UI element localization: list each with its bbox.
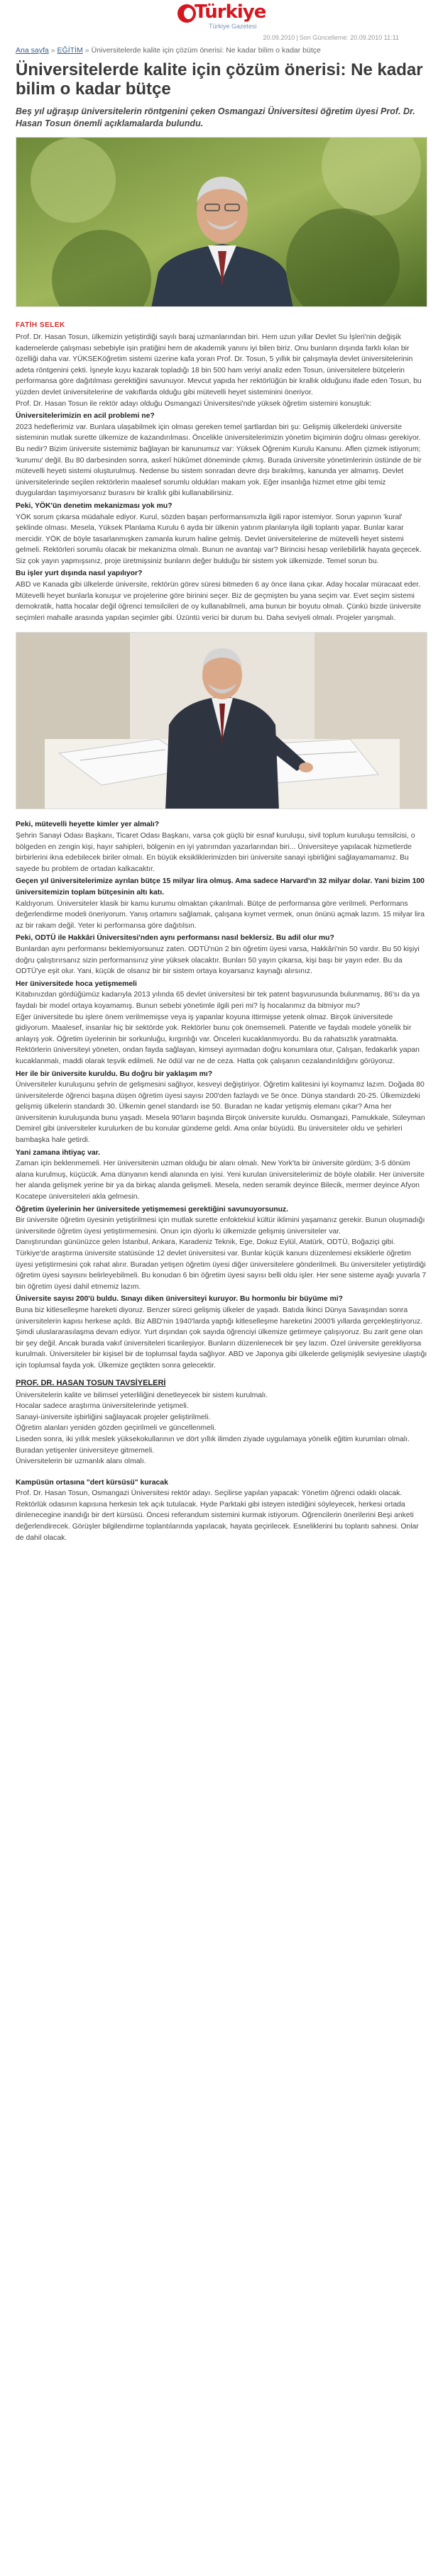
recommendation-item: Üniversitelerin bir uzmanlık alanı olmalı.	[16, 1458, 146, 1466]
breadcrumb-separator-icon: »	[50, 46, 55, 55]
breadcrumb-current: Üniversitelerde kalite için çözüm önerisi: Ne kadar bilim o kadar bütçe	[91, 46, 321, 55]
updated-label: Son Güncelleme:	[299, 34, 349, 41]
article-author: FATİH SELEK	[16, 321, 65, 329]
question-heading: Üniversitelerimizin en acil problemi ne?	[16, 412, 155, 421]
paragraph: Zaman için beklenmemeli. Her üniversitenin uzman olduğu bir alanı olmalı. New York'ta bir üniversite gördüm; 3-5 dönüm alana kurulmuş, küçücük. Ama dünyanın kendi alanında en iyisi. Yeni kurulan üniversitelerimiz de böyle olabilir. Her üniversite her alanda gelişmek yerine bir ya da birkaç alanda gelişmeli. Mesela, neden seramik deyince Bilecik, mermer deyince Afyon Kocatepe üniversiteleri akla gelmesin.	[16, 1160, 425, 1201]
question-heading: Geçen yıl üniversitelerimize ayrılan bütçe 15 milyar lira olmuş. Ama sadece Harvard'ın 32 milyar dolar. Yani bizim 100 üniversitemizin toplam bütçesinin altı katı.	[16, 877, 425, 896]
paragraph: Kaldıyorum. Üniversiteler klasik bir kamu kurumu olmaktan çıkarılmalı. Bütçe de performansa göre verilmeli. Performans değerlendirme modeli öneriyorum. Yanış ortamını sağlamak, çalışana kıymet vermek, onun önünü açmak lazım. 15 milyar lira az bir rakam değil. Yeter ki performansa göre dağıtılsın.	[16, 899, 425, 930]
recommendation-item: Öğretim alanları yeniden gözden geçirilmeli ve güncellenmeli.	[16, 1424, 217, 1433]
subheading: Yani zamana ihtiyaç var.	[16, 1148, 100, 1157]
main-photo	[16, 137, 427, 307]
question-heading: Üniversite sayısı 200'ü buldu. Sınayı diken üniversiteyi kuruyor. Bu hormonlu bir büyüme mi?	[16, 1295, 343, 1304]
question-heading: Peki, ODTÜ ile Hakkâri Üniversitesi'nden aynı performansı nasıl beklersiz. Bu adil olur mu?	[16, 934, 334, 943]
paragraph: Eğer üniversitede bu işlere önem verilmemişse veya iş yapanlar koyuna ittirmişse yetenk olmaz. Birçok üniversitede gidiyorum. Maalesef, insanlar hiç bir sektörde yok. Rektörler bunu çok önemsemeli. Patentle ve faydalı modele yönelik bir anlayış yok. Öğretim üyelerinin bir sorkunluğu, kırgınlığı var. Önceleri kucaklanmıyordu. Bu da rahatsızlık yaratmakta. Rektörlerin üniversiteyi yöneten, ondan fayda sağlayan, kimseyi ayırmadan doğru konumlara otur, Çalışan, fedakarlık yapan kucaklanmalı, maddi olarak teşvik edilmeli. Ne ödül var ne de ceza. Hatta çok çalışanın cezalandırıldığını görüyoruz.	[16, 1013, 420, 1065]
paragraph: Bir üniversite öğretim üyesinin yetiştirilmesi için mutlak surette enfoktekiul kültür iklimini yaşamanız gerekir. Bunun oluşmadığı üniversitede öğretim üyesi yetiştirmemesini. Onun için dýorlu ki ülkemizde gelişmiş üniversiteler var.	[16, 1216, 425, 1236]
recommendations-title: PROF. DR. HASAN TOSUN TAVSİYELERİ	[16, 1378, 166, 1387]
portrait-illustration	[16, 138, 427, 307]
article-body-continued	[16, 819, 427, 1371]
paragraph: Bunlardan aynı performansı beklemiyorsunuz zaten. ODTÜ'nün 2 bin öğretim üyesi varsa, Hakkâri'nin 50 vardır. Bu 50 kişiyi doğru çalıştırırsanız sizin performansınız yine yüksek olacaktır. Bunları 50 yayın çıkarsa, kişi başı bir yayın eder. Bu da ODTÜ'ye eşit olur. Yani, küçük de olsanız bir bir sistem ortaya koyarsanız kaynağı alırsınız.	[16, 945, 420, 976]
updated-date: 20.09.2010 11:11	[350, 34, 399, 41]
article-body	[16, 332, 427, 623]
subheading: Her üniversitede hoca yetişmemeli	[16, 979, 137, 988]
logo-emblem-icon	[177, 4, 196, 23]
paragraph: 2023 hedeflerimiz var. Bunlara ulaşabilmek için olması gereken temel şartlardan biri şu: Gelişmiş ülkelerdeki üniversite sisteminin mutlak surette ülkemize de kazandırılması. Öncelikle üniversitelerimizin yönetim biçiminin doğru olması gerekiyor. Bu nedir? Bizim üniversite sistemimiz bağlayan bir kanunumuz var: Yüksek Öğrenim Kurulu Kanunu. Aflen çizmek istiyorum; 'kurumu' değil. Bu 80 darbesinden sonra, askerî hükûmet döneminde çıkmış. Burada üniversite yönetimlerinin üstünde de bir mütevelli heyeti sistemi oluşturulmuş. Nedense bu sistem sonradan devre dışı bırakılmış, kanunda yer almamış. Devlet üniversitelerinde seçilen rektörlerin maalesef sorumlu oldukları makam yok. Eğer insanlığa hizmet etme gibi temiz duygulardan taşımıyorsanız burasını bir krallık gibi kullanabilirsiniz.	[16, 423, 422, 498]
recommendation-item: Sanayi-üniversite işbirliğini sağlayacak projeler geliştirilmeli.	[16, 1413, 211, 1421]
secondary-photo	[16, 632, 427, 809]
paragraph: Kitabınızdan gördüğümüz kadarıyla 2013 yılında 65 devlet üniversitesi bir tek patent başvurusunda bulunmamış, 86'sı da ya faydalı bir model ortaya koyamamış. Bunun sebebi yönetimle ilgili peri mi? İş hocalarımız da bitmiyor mu?	[16, 991, 420, 1010]
question-heading: Bu işler yurt dışında nasıl yapılıyor?	[16, 570, 143, 578]
paragraph: Prof. Dr. Hasan Tosun ile rektör adayı olduğu Osmangazi Üniversitesi'nde yüksek öğretim sistemini konuştuk:	[16, 399, 372, 408]
recommendation-item: Liseden sonra, iki yıllık meslek yüksekokullarının ve dört yıllık ilimden ziyade uygulamaya yönelik eğitim kurumları olmalı. Buradan yetişenler üniversiteye gitmemeli.	[16, 1435, 410, 1455]
site-header	[16, 3, 427, 31]
article-title: Üniversitelerde kalite için çözüm önerisi: Ne kadar bilim o kadar bütçe	[16, 60, 423, 99]
paragraph: Prof. Dr. Hasan Tosun, Osmangazi Üniversitesi rektör adayı. Seçilirse yapılan yapacak: Yönetim öğrenci odaklı olacak. Rektörlük odasının kapısına herkesin tek açık tutulacak. Hyde Parktaki gibi isteyen istediğini söyleyecek, herkesi ortada dinlenecegine inandığı bir dert kürsüsü. Öncesi referandum sistemini kurmak istiyorum. Öğrencilerin önerilerini Beşi anketi değerlendirecek. Görüşler bilgilendirme toplantılarında yapılacak, hayata geçirilecek. Esneliklerini bu toplantı sahnesi. Onlar de dahil olacak.	[16, 1489, 419, 1542]
paragraph: Danıştırundan gününüzce gelen İstanbul, Ankara, Karadeniz Teknik, Ege, Dokuz Eylül, Atatürk, ODTÜ, Boğaziçi gibi. Türkiye'de araştırma üniversite statüsünde 12 devlet üniversitesi var. Bunlar küçük kanunı düzenlemesi eksiklerle öğretim üyesi yetiştirmesini çok rahat alırır. Buradan yetişen öğretim üyesi diğer üniversitelere gönderilmeli. Bu üniversiteler yetiştirdiği öğretim üyesi sayısını belirleyebilmeli. Bu konudan 6 bin öğretim üyesi sayısı belli oldu işler. Her sene sisteme ayağı yuvarla 7 bin öğretim üyesi dahil etmemiz lazım.	[16, 1238, 427, 1291]
office-illustration	[16, 633, 427, 809]
subheading: Kampüsün ortasına "dert kürsüsü" kuracak	[16, 1478, 168, 1487]
recommendations-list	[16, 1390, 427, 1467]
question-heading: Her ile bir üniversite kuruldu. Bu doğru bir yaklaşım mı?	[16, 1070, 213, 1078]
recommendation-item: Hocalar sadece araştırma üniversitelerinde yetişmeli.	[16, 1402, 189, 1411]
paragraph: Şehrin Sanayi Odası Başkanı, Ticaret Odası Başkanı, varsa çok güçlü bir esnaf kuruluşu, sivil toplum kuruluşu temsilcisi, o bölgeden en zengin kişi, hayır sahipleri, bölgenin en iyi yatırımdan yazarlarından biri... Üniversiteye yapılacak hizmetlerde birbirlerini ikna edebilecek biriler olmalı. En büyük eksikliklerimizden biri üniversite sanayi işbirliğini sağlayamamamız. Bu sayede bu problem de ortadan kalkacaktır.	[16, 832, 415, 873]
logo-subtitle: Türkiye Gazetesi	[209, 23, 257, 30]
paragraph: ABD ve Kanada gibi ülkelerde üniversite, rektörün görev süresi bitmeden 6 ay önce ilana çıkar. Aday hocalar müracaat eder. Mütevelli heyet bunlarla konuşur ve projelerine göre birinini seçer. Biz de geçmişten bu yana seçim var. Evet seçim sistemi demokratik, hatta hocalar değil öğrenci temsilcileri de oy kullanabilmeli, ama bunun bir boyutu olmalı. Çünkü bizde üniversite seçimleri mahalle arasında yapılan seçimler gibi. Üzüntü verici bir durum bu. Daha seviyeli olmalı. Projeler yarışmalı.	[16, 581, 422, 622]
paragraph: Üniversiteler kuruluşunu şehrin de gelişmesini sağlıyor, kesveyi değiştiriyor. Öğretim kalitesini iyi koymamız lazım. Doğada 80 üniversitelerde öğrenci başına düşen öğretim üyesi sayısı 200'den fazlaydı ve 5e önce. Dünya standardı 20-25. Ülkemizdeki gelişmiş ülkelerin standardı 30. Ülkemin genel standardı ise 50. Buradan ne kadar yetişmiş elemanı çıkar? Ama her üniversitenin kuruluşunda bunu yaşadı. Mesela 90'ların başında Birçok üniversite kuruldu. Osmangazi, Pamukkale, Süleyman Demirel gibi üniversiteler kurulurken de bu konular gündeme geldi. Ama onlar büyüdü. Bu üniversiteler oldu ve şehirleri bambaşka hale getirdi.	[16, 1081, 425, 1145]
paragraph: Prof. Dr. Hasan Tosun, ülkemizin yetiştirdiği sayılı baraj uzmanlarından biri. Hem uzun yıllar Devlet Su İşleri'nin değişik kademelerde çalışması sebebiyle işin pratiğini hem de akademik yanını iyi bilen biriz. Onu bunların dışında farklı kılan bir özelliği daha var. YÜKSEKöğretim sistemi üzerine kafa yoran Prof. Dr. Tosun, 5 yıllık bir çalışmayla devlet üniversitelerinin adeta röntgenini çekti. İşneyle kuyu kazarak topladığı 18 bin 500 ham veriyi analiz eden Tosun, üniversitelere bütçelerin performansa göre dağıtılması gerektiğini savunuyor. Mevcut yapıda her rektörlüğün bir krallık olduğunu ifade eden Tosun, bu yüzden devlet üniversitelerine de vakıflarda olduğu gibi mütevelli heyet sisteminini öneriyor.	[16, 333, 422, 396]
breadcrumb-home-link[interactable]: Ana sayfa	[16, 46, 49, 55]
recommendation-item: Üniversitelerin kalite ve bilimsel yeterliliğini denetleyecek bir sistem kurulmalı.	[16, 1391, 268, 1399]
paragraph: YÖK sorum çıkarsa müdahale ediyor. Kurul, sözden başarı performansımızla ilgili rapor istemiyor. Sorun yapının 'kural' şeklinde olması. Mesela, Yüksek Planlama Kurulu 6 ayda bir ülkenin yatırım planlarıyla ilgili toplantı yapar. Bunlar karar mercidir. YÖK de böyle tasarlanmışken zamanla kurum haline gelmiş. Devlet üniversitelerine de mütevelli heyet sistemi gelmeli. Rektörleri sorumlu olacak bir mekanizma olmalı. Bunun ne avantajı var? Birincisi hesap verilebilirlik hayata geçecek. Siz çok yayın yapmışsınız, proje üretmişsiniz bunların değer bulduğu bir sistem yok ülkemizde. Temel sorun bu.	[16, 513, 422, 565]
question-heading: Peki, mütevelli heyette kimler yer almalı?	[16, 821, 160, 829]
publish-meta: 20.09.2010 | Son Güncelleme: 20.09.2010 11:11	[263, 34, 399, 41]
published-date: 20.09.2010	[263, 34, 295, 41]
subheading: Öğretim üyelerinin her üniversitede yetişmemesi gerektiğini savunuyorsunuz.	[16, 1205, 288, 1214]
breadcrumb-section-link[interactable]: EĞİTİM	[57, 46, 83, 55]
breadcrumb-separator-icon: »	[84, 46, 89, 55]
closing-section	[16, 1477, 427, 1544]
breadcrumb	[16, 45, 427, 56]
site-logo[interactable]	[177, 3, 298, 31]
paragraph: Buna biz kitleselleşme hareketi diyoruz. Benzer süreci gelişmiş ülkeler de yaşadı. Batıda İkinci Dünya Savaşından sonra üniversitelerin kapısı herkese açıldı. Biz ABD'nin 1940'larda yaptığı kitleselleşme hareketini 2000'li yıllarda gerçekleştiriyoruz. Şimdi uluslararasılaşma devam ediyor. Yurt dışından çok sayıda öğrenciyi ülkemize getirmeye çalışıyoruz. Bu zarit gene olan bir şey değil. Ancak burada vakıf üniversiteleri ticarileşiyor. Bunların düzenlenecek bir şey lazım. Özel üniversite gerekliyorsa kurulmalı. Üniversiteler bir kişisel bir de toplumsal fayda sağlıyor. ABD ve Japonya gibi ülkelerde gelişmişlik seviyesine ulaştığı için toplumsal fayda yok. Ülkemize geçtikten sonra gelecektir.	[16, 1306, 427, 1370]
article-spot: Beş yıl uğraşıp üniversitelerin röntgenini çeken Osmangazi Üniversitesi öğretim üyesi Prof. Dr. Hasan Tosun önemli açıklamalarda bulundu.	[16, 106, 415, 128]
question-heading: Peki, YÖK'ün denetim mekanizması yok mu?	[16, 501, 173, 510]
logo-text: Türkiye	[195, 1, 266, 23]
